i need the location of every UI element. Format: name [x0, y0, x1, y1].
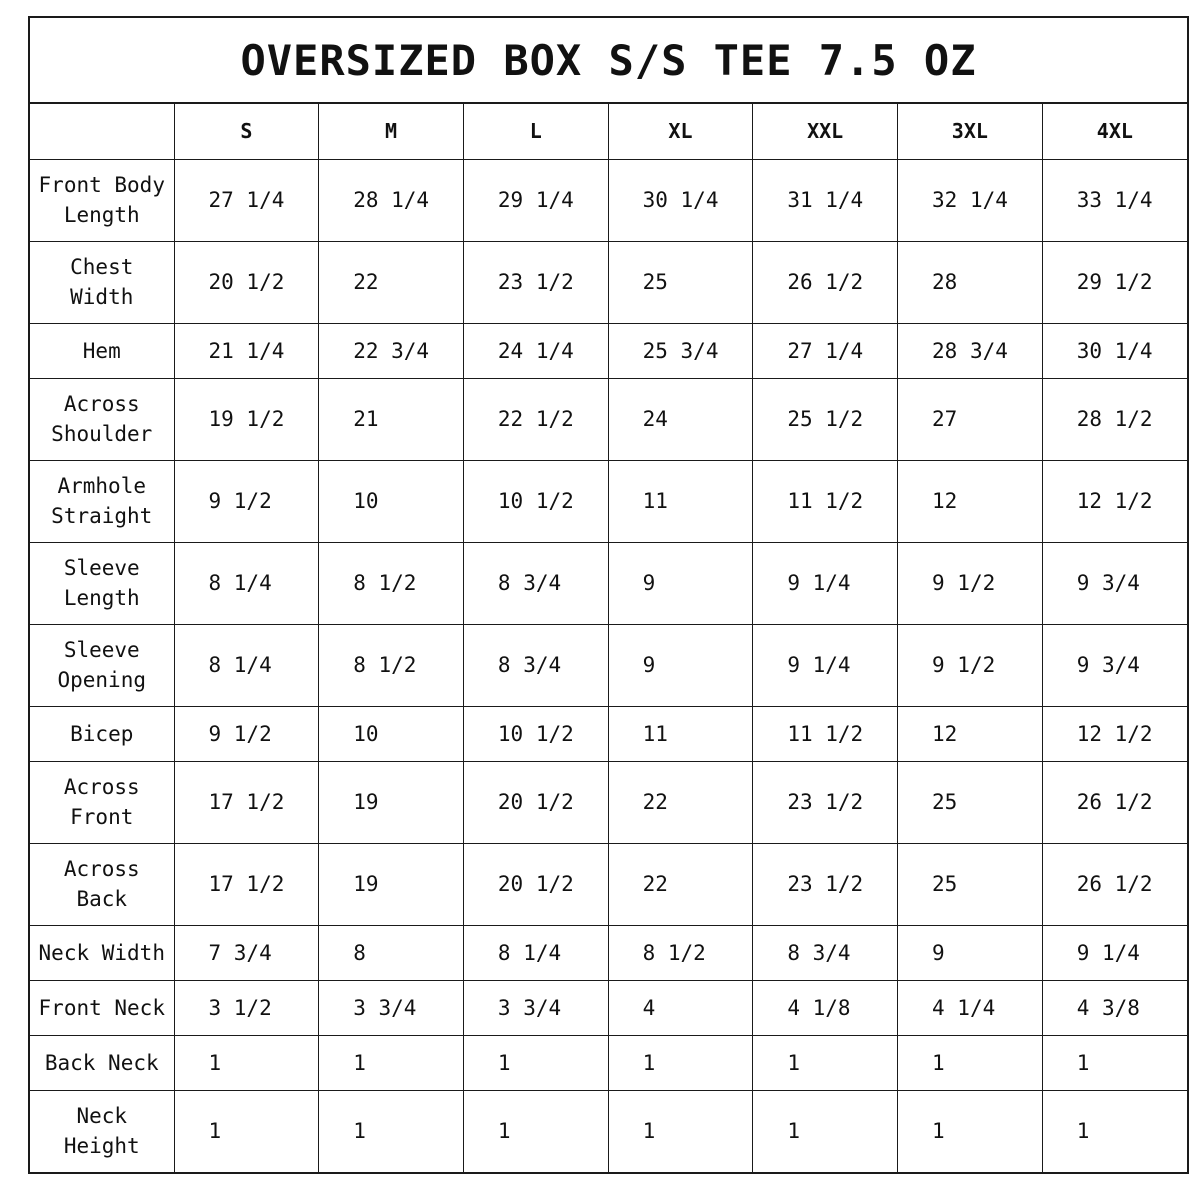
measurement-value: 8 3/4: [463, 624, 608, 706]
measurement-value: 20 1/2: [463, 843, 608, 925]
measurement-value: 1: [753, 1035, 898, 1090]
size-header: L: [463, 104, 608, 159]
measurement-value: 31 1/4: [753, 159, 898, 241]
measurement-value: 32 1/4: [898, 159, 1043, 241]
measurement-value: 8 1/2: [319, 624, 464, 706]
measurement-value: 12 1/2: [1042, 706, 1187, 761]
measurement-value: 10 1/2: [463, 460, 608, 542]
measurement-value: 11: [608, 706, 753, 761]
table-row: [30, 460, 1187, 542]
measurement-value: 25 3/4: [608, 323, 753, 378]
measurement-value: 10: [319, 460, 464, 542]
measurement-value: 25 1/2: [753, 378, 898, 460]
measurement-value: 9: [608, 624, 753, 706]
measurement-value: 28 3/4: [898, 323, 1043, 378]
table-body: [30, 159, 1187, 1172]
measurement-value: 19 1/2: [174, 378, 319, 460]
measurement-value: 24 1/4: [463, 323, 608, 378]
measurement-value: 22 3/4: [319, 323, 464, 378]
table-row: [30, 761, 1187, 843]
table-row: [30, 323, 1187, 378]
measurement-value: 26 1/2: [753, 241, 898, 323]
measurement-value: 3 3/4: [319, 980, 464, 1035]
measurement-label: Hem: [30, 323, 174, 378]
measurement-value: 28: [898, 241, 1043, 323]
measurement-value: 25: [608, 241, 753, 323]
measurement-value: 7 3/4: [174, 925, 319, 980]
measurement-value: 1: [319, 1090, 464, 1172]
size-chart: [28, 16, 1189, 1174]
measurement-value: 1: [319, 1035, 464, 1090]
size-header: 4XL: [1042, 104, 1187, 159]
table-row: [30, 542, 1187, 624]
measurement-value: 29 1/4: [463, 159, 608, 241]
measurement-label: Armhole Straight: [30, 460, 174, 542]
table-row: [30, 378, 1187, 460]
measurement-value: 1: [753, 1090, 898, 1172]
measurement-value: 9 3/4: [1042, 624, 1187, 706]
measurement-label: Back Neck: [30, 1035, 174, 1090]
measurement-label: Chest Width: [30, 241, 174, 323]
measurement-value: 8 3/4: [463, 542, 608, 624]
measurement-value: 19: [319, 843, 464, 925]
table-row: [30, 624, 1187, 706]
table-row: [30, 843, 1187, 925]
measurement-value: 4 1/4: [898, 980, 1043, 1035]
measurement-value: 30 1/4: [1042, 323, 1187, 378]
size-header: M: [319, 104, 464, 159]
measurement-value: 1: [1042, 1035, 1187, 1090]
measurement-value: 12 1/2: [1042, 460, 1187, 542]
measurement-value: 22 1/2: [463, 378, 608, 460]
measurement-value: 8 1/4: [174, 542, 319, 624]
measurement-value: 9 3/4: [1042, 542, 1187, 624]
measurement-value: 23 1/2: [753, 843, 898, 925]
size-header: XL: [608, 104, 753, 159]
table-row: [30, 706, 1187, 761]
measurement-value: 22: [319, 241, 464, 323]
measurement-value: 10 1/2: [463, 706, 608, 761]
size-header: 3XL: [898, 104, 1043, 159]
measurement-value: 20 1/2: [463, 761, 608, 843]
table-row: [30, 980, 1187, 1035]
measurement-value: 25: [898, 761, 1043, 843]
measurement-value: 1: [174, 1035, 319, 1090]
size-header: S: [174, 104, 319, 159]
measurement-value: 25: [898, 843, 1043, 925]
measurement-value: 9 1/4: [1042, 925, 1187, 980]
measurement-value: 1: [1042, 1090, 1187, 1172]
header-corner: [30, 104, 174, 159]
measurement-label: Neck Height: [30, 1090, 174, 1172]
measurement-value: 8 1/2: [608, 925, 753, 980]
table-row: [30, 925, 1187, 980]
measurement-value: 9 1/2: [174, 460, 319, 542]
measurement-value: 30 1/4: [608, 159, 753, 241]
measurement-value: 33 1/4: [1042, 159, 1187, 241]
measurement-value: 28 1/4: [319, 159, 464, 241]
measurement-value: 26 1/2: [1042, 843, 1187, 925]
measurement-value: 9 1/2: [898, 542, 1043, 624]
measurement-label: Front Neck: [30, 980, 174, 1035]
measurement-value: 17 1/2: [174, 843, 319, 925]
measurement-value: 9 1/4: [753, 624, 898, 706]
measurement-value: 11 1/2: [753, 460, 898, 542]
measurement-label: Sleeve Length: [30, 542, 174, 624]
measurement-value: 8 1/4: [463, 925, 608, 980]
measurement-value: 9 1/2: [174, 706, 319, 761]
measurement-value: 23 1/2: [753, 761, 898, 843]
measurement-value: 21: [319, 378, 464, 460]
table-row: [30, 1090, 1187, 1172]
measurement-value: 10: [319, 706, 464, 761]
measurement-value: 8: [319, 925, 464, 980]
measurement-label: Sleeve Opening: [30, 624, 174, 706]
measurement-value: 9 1/2: [898, 624, 1043, 706]
measurement-value: 9: [608, 542, 753, 624]
measurement-value: 1: [608, 1035, 753, 1090]
measurement-label: Across Front: [30, 761, 174, 843]
measurement-value: 22: [608, 761, 753, 843]
measurement-value: 19: [319, 761, 464, 843]
measurement-value: 11 1/2: [753, 706, 898, 761]
table-row: [30, 1035, 1187, 1090]
measurement-value: 8 1/4: [174, 624, 319, 706]
measurement-value: 28 1/2: [1042, 378, 1187, 460]
measurement-value: 4 3/8: [1042, 980, 1187, 1035]
table-row: [30, 241, 1187, 323]
measurement-value: 1: [463, 1090, 608, 1172]
measurement-value: 24: [608, 378, 753, 460]
measurement-value: 8 1/2: [319, 542, 464, 624]
measurement-value: 1: [174, 1090, 319, 1172]
measurement-label: Across Back: [30, 843, 174, 925]
measurement-value: 9: [898, 925, 1043, 980]
measurement-value: 1: [463, 1035, 608, 1090]
measurement-value: 22: [608, 843, 753, 925]
measurement-label: Bicep: [30, 706, 174, 761]
measurement-value: 27: [898, 378, 1043, 460]
measurement-value: 20 1/2: [174, 241, 319, 323]
measurement-value: 4 1/8: [753, 980, 898, 1035]
chart-title: OVERSIZED BOX S/S TEE 7.5 OZ: [30, 18, 1187, 104]
measurement-value: 21 1/4: [174, 323, 319, 378]
measurement-value: 1: [898, 1090, 1043, 1172]
measurement-value: 12: [898, 706, 1043, 761]
measurement-value: 1: [898, 1035, 1043, 1090]
measurement-value: 29 1/2: [1042, 241, 1187, 323]
measurement-value: 12: [898, 460, 1043, 542]
measurement-value: 27 1/4: [753, 323, 898, 378]
measurement-value: 17 1/2: [174, 761, 319, 843]
measurement-value: 11: [608, 460, 753, 542]
measurement-value: 9 1/4: [753, 542, 898, 624]
measurement-value: 26 1/2: [1042, 761, 1187, 843]
measurement-value: 8 3/4: [753, 925, 898, 980]
measurement-value: 3 1/2: [174, 980, 319, 1035]
measurement-value: 3 3/4: [463, 980, 608, 1035]
size-table: [30, 104, 1187, 1172]
measurement-value: 4: [608, 980, 753, 1035]
measurement-label: Across Shoulder: [30, 378, 174, 460]
table-row: [30, 159, 1187, 241]
size-header: XXL: [753, 104, 898, 159]
measurement-label: Neck Width: [30, 925, 174, 980]
measurement-value: 23 1/2: [463, 241, 608, 323]
measurement-value: 1: [608, 1090, 753, 1172]
header-row: [30, 104, 1187, 159]
measurement-label: Front Body Length: [30, 159, 174, 241]
table-header: [30, 104, 1187, 159]
measurement-value: 27 1/4: [174, 159, 319, 241]
